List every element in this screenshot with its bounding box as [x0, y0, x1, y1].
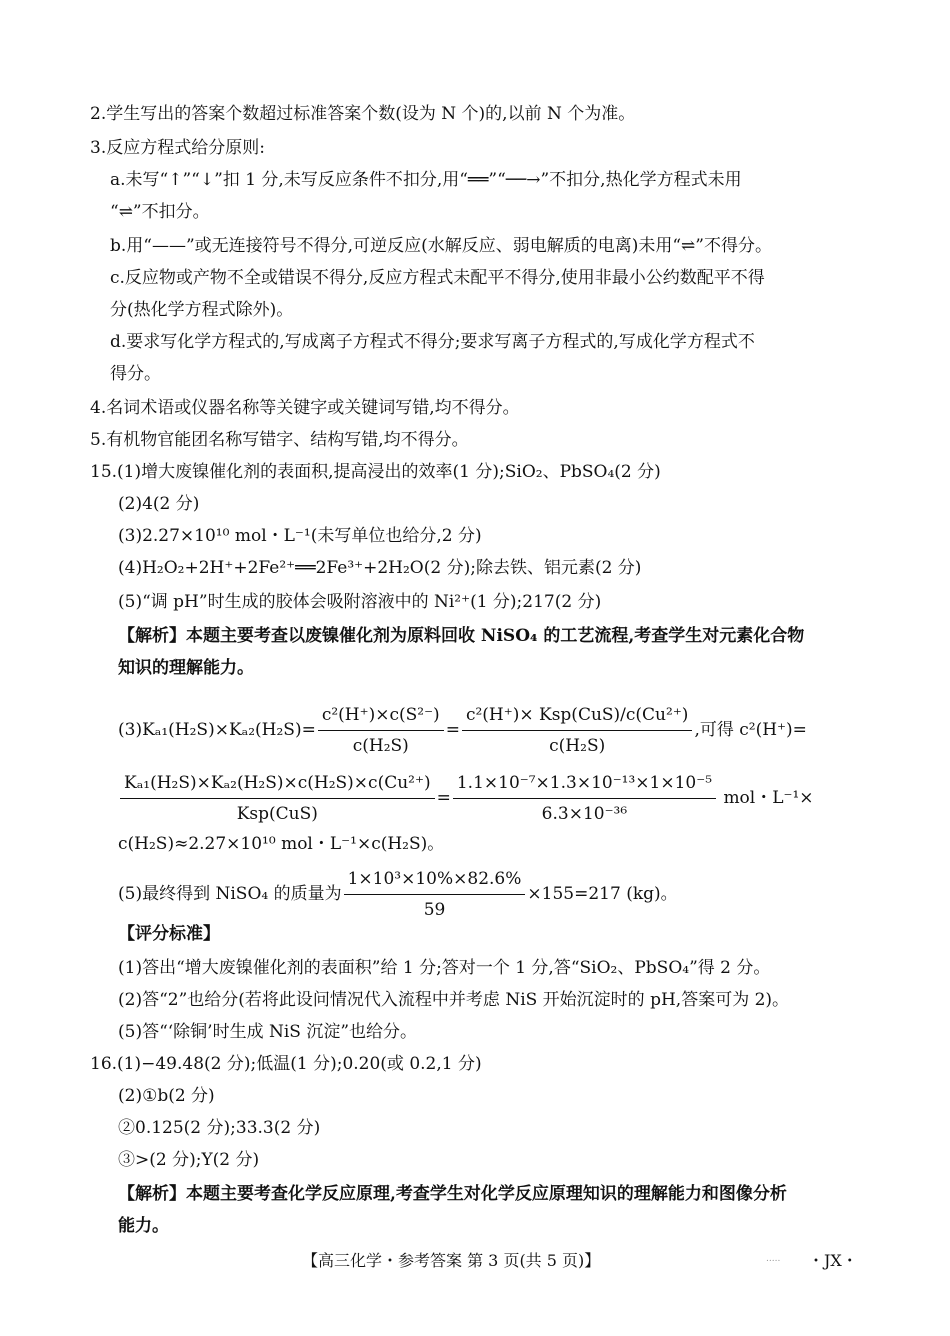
q16-part2-2: ②0.125(2 分);33.3(2 分): [118, 1118, 321, 1138]
eq4-pre: (5)最终得到 NiSO₄ 的质量为: [118, 884, 342, 904]
rule-3d-line2: 得分。: [110, 364, 161, 384]
eq-fraction-1-num: c²(H⁺)×c(S²⁻): [318, 702, 444, 731]
eq-fraction-2: [462, 702, 692, 759]
rule-3b: b.用“——”或无连接符号不得分,可逆反应(水解反应、弱电解质的电离)未用“⇌”不得分。: [110, 236, 772, 256]
rule-3a-line2: “⇌”不扣分。: [110, 202, 210, 222]
footer-region-tag: ・JX・: [808, 1251, 858, 1270]
eq4-fraction: [344, 866, 526, 923]
eq4-fraction-den: 59: [423, 900, 446, 920]
eq2-fraction-1-den: Ksp(CuS): [236, 804, 318, 824]
eq4-post: ×155=217 (kg)。: [527, 884, 678, 904]
eq4-fraction-num: 1×10³×10%×82.6%: [344, 866, 526, 895]
rule-3c-line1: c.反应物或产物不全或错误不得分,反应方程式未配平不得分,使用非最小公约数配平不得: [110, 268, 765, 288]
eq-fraction-2-den: c(H₂S): [549, 736, 606, 756]
rule-2: 2.学生写出的答案个数超过标准答案个数(设为 N 个)的,以前 N 个为准。: [90, 104, 636, 124]
eq-fraction-1: [318, 702, 444, 759]
footer-page-label: 【高三化学・参考答案 第 3 页(共 5 页)】: [302, 1251, 601, 1270]
q15-analysis-line1: 【解析】本题主要考查以废镍催化剂为原料回收 NiSO₄ 的工艺流程,考查学生对元素化合物: [118, 626, 805, 646]
rule-5: 5.有机物官能团名称写错字、结构写错,均不得分。: [90, 430, 469, 450]
q15-equation-ka: (3)Kₐ₁(H₂S)×Kₐ₂(H₂S)= $\frac{\text{c²(H⁺)×c(S²⁻)}}{\text{c(H₂S)}}$ = $\frac{\text{c²(H⁺)× Ksp(CuS)/c(Cu²⁺)}}{\text{c(H₂S)}}$ ,可得 c²(H⁺)=: [118, 702, 807, 759]
eq2-fraction-2-den: 6.3×10⁻³⁶: [541, 804, 628, 824]
q15-equation-mass: [118, 866, 678, 923]
rule-3: 3.反应方程式给分原则:: [90, 138, 265, 158]
eq2-unit: mol・L⁻¹×: [723, 788, 814, 808]
q15-part2: (2)4(2 分): [118, 494, 200, 514]
q15-part5: (5)“调 pH”时生成的胶体会吸附溶液中的 Ni²⁺(1 分);217(2 分): [118, 592, 602, 612]
eq-fraction-1-den: c(H₂S): [352, 736, 409, 756]
q15-scoring-title: 【评分标准】: [118, 924, 220, 944]
q16-part2-3: ③>(2 分);Y(2 分): [118, 1150, 260, 1170]
eq-fraction-2-num: c²(H⁺)× Ksp(CuS)/c(Cu²⁺): [462, 702, 692, 731]
q16-part2: (2)①b(2 分): [118, 1086, 215, 1106]
q15-part1: 15.(1)增大废镍催化剂的表面积,提高浸出的效率(1 分);SiO₂、PbSO₄(2 分): [90, 462, 661, 482]
eq2-fraction-1-num: Kₐ₁(H₂S)×Kₐ₂(H₂S)×c(H₂S)×c(Cu²⁺): [120, 770, 435, 799]
rule-3c-line2: 分(热化学方程式除外)。: [110, 300, 294, 320]
q15-scoring-1: (1)答出“增大废镍催化剂的表面积”给 1 分;答对一个 1 分,答“SiO₂、PbSO₄”得 2 分。: [118, 958, 771, 978]
footer-dots: .....: [766, 1254, 781, 1264]
eq-tail: ,可得 c²(H⁺)=: [694, 720, 807, 740]
q16-analysis-line1: 【解析】本题主要考查化学反应原理,考查学生对化学反应原理知识的理解能力和图像分析: [118, 1184, 787, 1204]
eq2-fraction-1: [120, 770, 435, 827]
rule-4: 4.名词术语或仪器名称等关键字或关键词写错,均不得分。: [90, 398, 520, 418]
q15-equation-ch: $\frac{\text{Kₐ₁(H₂S)×Kₐ₂(H₂S)×c(H₂S)×c(Cu²⁺)}}{\text{Ksp(CuS)}}$ = $\frac{\text{1.1×10⁻⁷×1.3×10⁻¹³×1×10⁻⁵}}{\text{6.3×10⁻³⁶}}$ mol・L⁻¹×: [118, 770, 814, 827]
q16-part1: 16.(1)−49.48(2 分);低温(1 分);0.20(或 0.2,1 分): [90, 1054, 482, 1074]
rule-3d-line1: d.要求写化学方程式的,写成离子方程式不得分;要求写离子方程式的,写成化学方程式不: [110, 332, 755, 352]
q15-scoring-2: (2)答“2”也给分(若将此设问情况代入流程中并考虑 NiS 开始沉淀时的 pH,答案可为 2)。: [118, 990, 790, 1010]
eq2-fraction-2: [453, 770, 716, 827]
q15-part3: (3)2.27×10¹⁰ mol・L⁻¹(未写单位也给分,2 分): [118, 526, 482, 546]
q15-analysis-line2: 知识的理解能力。: [118, 658, 254, 678]
eq2-fraction-2-num: 1.1×10⁻⁷×1.3×10⁻¹³×1×10⁻⁵: [453, 770, 716, 799]
rule-3a-line1: a.未写“↑”“↓”扣 1 分,未写反应条件不扣分,用“══”“──→”不扣分,热化学方程式未用: [110, 170, 742, 190]
q15-part4: (4)H₂O₂+2H⁺+2Fe²⁺══2Fe³⁺+2H₂O(2 分);除去铁、铝元素(2 分): [118, 558, 642, 578]
q15-equation-result: c(H₂S)≈2.27×10¹⁰ mol・L⁻¹×c(H₂S)。: [118, 834, 445, 854]
q16-analysis-line2: 能力。: [118, 1216, 169, 1236]
eq-lhs: (3)Kₐ₁(H₂S)×Kₐ₂(H₂S)=: [118, 720, 316, 740]
q15-scoring-5: (5)答“‘除铜’时生成 NiS 沉淀”也给分。: [118, 1022, 418, 1042]
